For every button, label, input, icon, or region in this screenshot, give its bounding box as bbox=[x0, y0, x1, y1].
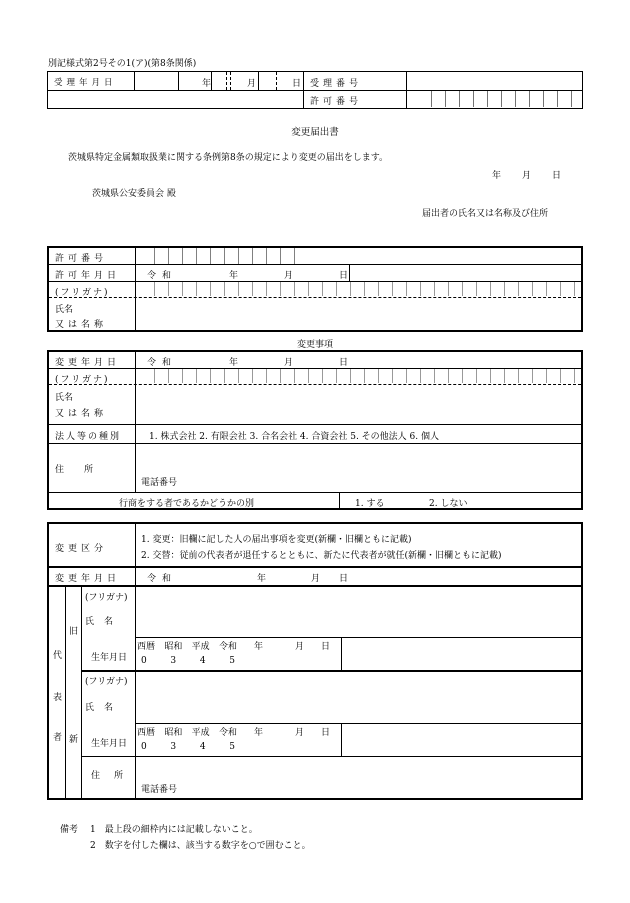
new-month: 月 bbox=[295, 728, 305, 738]
change-year: 年 bbox=[229, 358, 239, 368]
new-year: 年 bbox=[254, 728, 264, 738]
change-era: 令和 bbox=[147, 358, 178, 368]
rep-change-day: 日 bbox=[339, 574, 349, 584]
notes-label: 備考 bbox=[60, 825, 79, 835]
permit-day: 日 bbox=[339, 271, 349, 281]
new-eras: 西暦 昭和 平成 令和 bbox=[137, 728, 237, 738]
rep-char-2: 表 bbox=[53, 693, 63, 703]
applicant-label: 届出者の氏名又は名称及び住所 bbox=[422, 209, 549, 219]
permit-no-label: 許可番号 bbox=[55, 254, 108, 264]
peddler-yes: 1. する bbox=[355, 499, 385, 509]
new-day: 日 bbox=[321, 728, 331, 738]
old-eras bbox=[137, 639, 237, 652]
rep-change-year: 年 bbox=[257, 574, 267, 584]
permit-era: 令和 bbox=[147, 271, 178, 281]
rep-change-month: 月 bbox=[311, 574, 321, 584]
old-era-heisei: 平成 bbox=[191, 642, 210, 652]
form-title: 変更届出書 bbox=[291, 127, 339, 138]
permit-month: 月 bbox=[284, 271, 294, 281]
change-furigana-label: (フリガナ) bbox=[55, 375, 110, 385]
new-name: 氏名 bbox=[85, 703, 124, 713]
note-2: 2 数字を付した欄は、該当する数字を○で囲むこと。 bbox=[90, 841, 311, 851]
old-birth-label: 生年月日 bbox=[91, 653, 128, 663]
peddler-no: 2. しない bbox=[429, 499, 468, 509]
permit-no-boxes bbox=[141, 248, 301, 264]
old-era-seireki: 西暦 bbox=[137, 642, 156, 652]
change-day: 日 bbox=[339, 358, 349, 368]
change-kind-2: 2. 交替：従前の代表者が退任するとともに、新たに代表者が就任(新欄・旧欄ともに記載) bbox=[141, 551, 502, 561]
corp-type-label: 法人等の種別 bbox=[55, 432, 122, 442]
peddler-label: 行商をする者であるかどうかの別 bbox=[119, 499, 255, 509]
date-year: 年 bbox=[492, 171, 502, 181]
reception-number-label: 受理番号 bbox=[310, 79, 363, 89]
new-furigana: (フリガナ) bbox=[85, 677, 128, 687]
reception-permit-label: 許可番号 bbox=[310, 97, 363, 107]
furigana-boxes bbox=[141, 282, 577, 296]
reception-box bbox=[47, 71, 583, 109]
form-id: 別記様式第2号その1(ア)(第8条関係) bbox=[48, 59, 197, 69]
new-phone-label: 電話番号 bbox=[141, 785, 178, 795]
date-day: 日 bbox=[552, 171, 562, 181]
change-date-label: 変更年月日 bbox=[55, 358, 121, 368]
old-era-nums: 0 3 4 5 bbox=[141, 656, 235, 666]
rep-change-era: 令和 bbox=[147, 574, 178, 584]
old-label: 旧 bbox=[69, 627, 79, 637]
new-address-label: 住所 bbox=[91, 771, 138, 781]
representative-section bbox=[47, 522, 583, 800]
change-furigana-boxes bbox=[141, 369, 577, 383]
permit-year: 年 bbox=[229, 271, 239, 281]
note-1: 1 最上段の細枠内には記載しないこと。 bbox=[90, 825, 258, 835]
old-era-reiwa: 令和 bbox=[218, 642, 237, 652]
change-name-2: 又は名称 bbox=[55, 409, 108, 419]
permit-section bbox=[47, 246, 583, 332]
phone-label: 電話番号 bbox=[141, 478, 178, 488]
rep-char-3: 者 bbox=[53, 733, 63, 743]
old-month: 月 bbox=[295, 642, 305, 652]
corp-types: 1. 株式会社 2. 有限会社 3. 合名会社 4. 合資会社 5. その他法人 6. 個人 bbox=[149, 432, 439, 442]
change-section bbox=[47, 350, 583, 510]
old-name: 氏名 bbox=[85, 617, 124, 627]
name-label-1: 氏名 bbox=[55, 305, 74, 315]
addressee: 茨城県公安委員会 殿 bbox=[92, 189, 176, 199]
date-month: 月 bbox=[522, 171, 532, 181]
furigana-label: (フリガナ) bbox=[55, 288, 110, 298]
permit-digit-boxes bbox=[418, 91, 578, 107]
name-label-2: 又は名称 bbox=[55, 320, 108, 330]
rep-char-1: 代 bbox=[53, 651, 63, 661]
rep-change-date-label: 変更年月日 bbox=[55, 574, 121, 584]
reception-date-label: 受理年月日 bbox=[54, 78, 117, 88]
intro-text: 茨城県特定金属類取扱業に関する条例第8条の規定により変更の届出をします。 bbox=[68, 153, 389, 163]
change-kind-label: 変更区分 bbox=[55, 544, 108, 554]
old-furigana: (フリガナ) bbox=[85, 593, 128, 603]
old-day: 日 bbox=[321, 642, 331, 652]
new-label: 新 bbox=[69, 735, 79, 745]
change-name-1: 氏名 bbox=[55, 393, 74, 403]
reception-month: 月 bbox=[247, 79, 257, 89]
reception-day: 日 bbox=[292, 79, 302, 89]
new-era-nums: 0 3 4 5 bbox=[141, 742, 235, 752]
old-era-showa: 昭和 bbox=[164, 642, 183, 652]
permit-date-label: 許可年月日 bbox=[55, 271, 121, 281]
reception-year: 年 bbox=[202, 79, 212, 89]
old-year: 年 bbox=[254, 642, 264, 652]
change-kind-1: 1. 変更：旧欄に記した人の届出事項を変更(新欄・旧欄ともに記載) bbox=[141, 535, 412, 545]
address-label: 住所 bbox=[55, 465, 114, 475]
change-month: 月 bbox=[284, 358, 294, 368]
change-items-title: 変更事項 bbox=[296, 340, 333, 350]
new-birth-label: 生年月日 bbox=[91, 739, 128, 749]
